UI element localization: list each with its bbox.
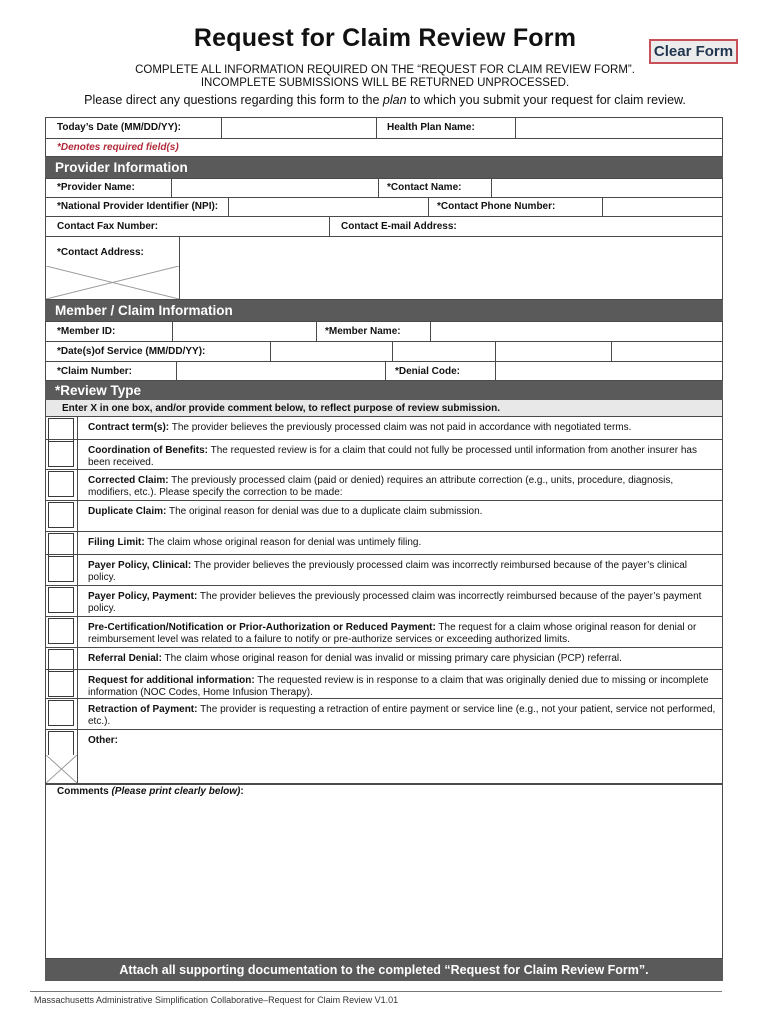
review-type-description: The request for a claim whose original reason for denial or reimbursement level was related to a failure to notify or pre-authorize services or exceeding authorized limits. — [88, 622, 697, 645]
review-type-term: Corrected Claim: — [88, 475, 169, 486]
form-title: Request for Claim Review Form — [193, 24, 577, 52]
denial-code-label: *Denial Code: — [395, 366, 461, 377]
review-row-divider — [45, 554, 723, 555]
date-of-service-input-3[interactable] — [498, 343, 609, 359]
review-type-term: Referral Denial: — [88, 653, 162, 664]
review-type-checkbox-10[interactable] — [48, 671, 74, 697]
review-row-divider — [45, 669, 723, 670]
contact-email-input[interactable] — [458, 218, 720, 234]
direct-questions-note — [0, 93, 770, 107]
review-type-description: The requested review is in response to a claim that was originally denied due to missing or incomplete information (NOC Codes, Home Infusion Therapy). — [88, 675, 709, 698]
date-of-service-input-2[interactable] — [395, 343, 493, 359]
denial-code-input[interactable] — [498, 363, 720, 379]
review-type-item-7 — [88, 591, 716, 615]
review-type-term: Contract term(s): — [88, 422, 170, 433]
review-type-item-8 — [88, 622, 716, 646]
dates-of-service-label: *Date(s)of Service (MM/DD/YY): — [57, 346, 206, 357]
attach-documentation-band: Attach all supporting documentation to the completed “Request for Claim Review Form”. — [45, 959, 723, 981]
review-type-term: Duplicate Claim: — [88, 506, 167, 517]
other-inactive-cell — [46, 755, 77, 783]
direct-text-plan: plan — [382, 93, 407, 107]
cross-hatch-icon — [46, 755, 77, 783]
review-type-item-1 — [88, 422, 716, 434]
review-row-divider — [45, 647, 723, 648]
review-type-item-3 — [88, 475, 716, 499]
review-type-checkbox-7[interactable] — [48, 587, 74, 613]
review-row-divider — [45, 531, 723, 532]
review-row-divider — [45, 698, 723, 699]
contact-fax-input[interactable] — [160, 218, 327, 234]
review-type-description: The provider is requesting a retraction of entire payment or service line (e.g., not your patient, service not performed, etc.). — [88, 704, 716, 727]
comments-input[interactable] — [50, 800, 718, 956]
review-row-divider — [45, 439, 723, 440]
direct-text-after: to which you submit your request for claim review. — [406, 93, 686, 107]
review-type-checkbox-8[interactable] — [48, 618, 74, 644]
member-id-label: *Member ID: — [57, 326, 116, 337]
npi-input[interactable] — [231, 199, 426, 214]
review-type-item-11 — [88, 704, 716, 728]
review-type-term: Coordination of Benefits: — [88, 445, 208, 456]
contact-name-input[interactable] — [494, 180, 720, 195]
provider-name-input[interactable] — [174, 180, 376, 195]
comments-label-italic: (Please print clearly below) — [111, 786, 241, 797]
review-type-item-10 — [88, 675, 716, 699]
review-type-term: Other: — [88, 735, 118, 746]
review-row-divider — [45, 729, 723, 730]
review-type-item-5 — [88, 537, 716, 549]
review-type-item-6 — [88, 560, 716, 584]
required-fields-note: *Denotes required field(s) — [57, 142, 179, 153]
direct-text-before: Please direct any questions regarding this form to the — [84, 93, 383, 107]
date-of-service-input-1[interactable] — [273, 343, 390, 359]
comments-label-text: Comments — [57, 786, 112, 797]
review-type-term: Retraction of Payment: — [88, 704, 198, 715]
health-plan-input[interactable] — [518, 119, 720, 136]
health-plan-label: Health Plan Name: — [387, 122, 475, 133]
notice-line-2: INCOMPLETE SUBMISSIONS WILL BE RETURNED UNPROCESSED. — [200, 77, 570, 89]
review-instruction: Enter X in one box, and/or provide comment below, to reflect purpose of review submission. — [62, 403, 501, 414]
review-type-description: The provider believes the previously processed claim was not paid in accordance with negotiated terms. — [169, 422, 632, 433]
review-type-item-2 — [88, 445, 716, 469]
todays-date-input[interactable] — [224, 119, 374, 136]
contact-fax-label: Contact Fax Number: — [57, 221, 159, 232]
comments-label-colon: : — [240, 786, 244, 797]
review-row-divider — [45, 616, 723, 617]
footer-credit: Massachusetts Administrative Simplification Collaborative–Request for Claim Review V1.01 — [34, 995, 399, 1005]
review-type-term: Request for additional information: — [88, 675, 255, 686]
other-input[interactable] — [130, 732, 718, 748]
review-type-checkbox-2[interactable] — [48, 441, 74, 467]
clear-form-button[interactable]: Clear Form — [649, 39, 738, 64]
review-type-description: The original reason for denial was due to a duplicate claim submission. — [166, 506, 483, 517]
review-type-term: Payer Policy, Payment: — [88, 591, 198, 602]
claim-number-label: *Claim Number: — [57, 366, 133, 377]
todays-date-label: Today’s Date (MM/DD/YY): — [57, 122, 181, 133]
review-type-heading: *Review Type — [45, 381, 723, 400]
cross-hatch-icon — [46, 266, 179, 299]
footer-rule — [30, 991, 722, 992]
review-type-description: The claim whose original reason for denial was untimely filing. — [144, 537, 422, 548]
review-row-divider — [45, 585, 723, 586]
member-name-label: *Member Name: — [325, 326, 401, 337]
provider-info-heading: Provider Information — [45, 157, 723, 178]
claim-number-input[interactable] — [179, 363, 383, 379]
contact-address-label: *Contact Address: — [57, 247, 144, 258]
contact-address-inactive-cell — [46, 266, 179, 299]
review-type-description: The requested review is for a claim that could not fully be processed until information from another insurer has been received. — [88, 445, 697, 468]
contact-phone-input[interactable] — [605, 199, 720, 214]
review-type-checkbox-6[interactable] — [48, 556, 74, 582]
review-type-item-4 — [88, 506, 716, 518]
review-type-checkbox-4[interactable] — [48, 502, 74, 528]
contact-phone-label: *Contact Phone Number: — [437, 201, 556, 212]
member-id-input[interactable] — [175, 323, 314, 339]
npi-label: *National Provider Identifier (NPI): — [57, 201, 219, 212]
date-of-service-input-4[interactable] — [614, 343, 720, 359]
review-type-description: The provider believes the previously processed claim was incorrectly reimbursed because of the payer’s clinical policy. — [88, 560, 687, 583]
review-type-description: The provider believes the previously processed claim was incorrectly reimbursed because of the payer’s payment policy. — [88, 591, 702, 614]
provider-name-label: *Provider Name: — [57, 182, 135, 193]
contact-email-label: Contact E-mail Address: — [341, 221, 457, 232]
review-type-description: The previously processed claim (paid or denied) requires an attribute correction (e.g., units, procedure, diagnosis, modifiers, etc.). Please specify the correction to be made: — [88, 475, 674, 498]
review-type-term: Filing Limit: — [88, 537, 145, 548]
review-type-item-9 — [88, 653, 716, 665]
notice — [0, 64, 770, 90]
comments-label — [57, 786, 244, 797]
member-claim-heading: Member / Claim Information — [45, 300, 723, 321]
review-type-description: The claim whose original reason for denial was invalid or missing primary care physician (PCP) referral. — [161, 653, 622, 664]
review-type-term: Pre-Certification/Notification or Prior-Authorization or Reduced Payment: — [88, 622, 436, 633]
review-type-term: Payer Policy, Clinical: — [88, 560, 192, 571]
review-type-checkbox-3[interactable] — [48, 471, 74, 497]
contact-name-label: *Contact Name: — [387, 182, 462, 193]
review-type-checkbox-12[interactable] — [48, 731, 74, 757]
contact-address-input[interactable] — [183, 239, 721, 298]
review-row-divider — [45, 500, 723, 501]
notice-line-1: COMPLETE ALL INFORMATION REQUIRED ON THE “REQUEST FOR CLAIM REVIEW FORM”. — [135, 64, 635, 76]
review-type-checkbox-11[interactable] — [48, 700, 74, 726]
member-name-input[interactable] — [433, 323, 720, 339]
review-row-divider — [45, 469, 723, 470]
